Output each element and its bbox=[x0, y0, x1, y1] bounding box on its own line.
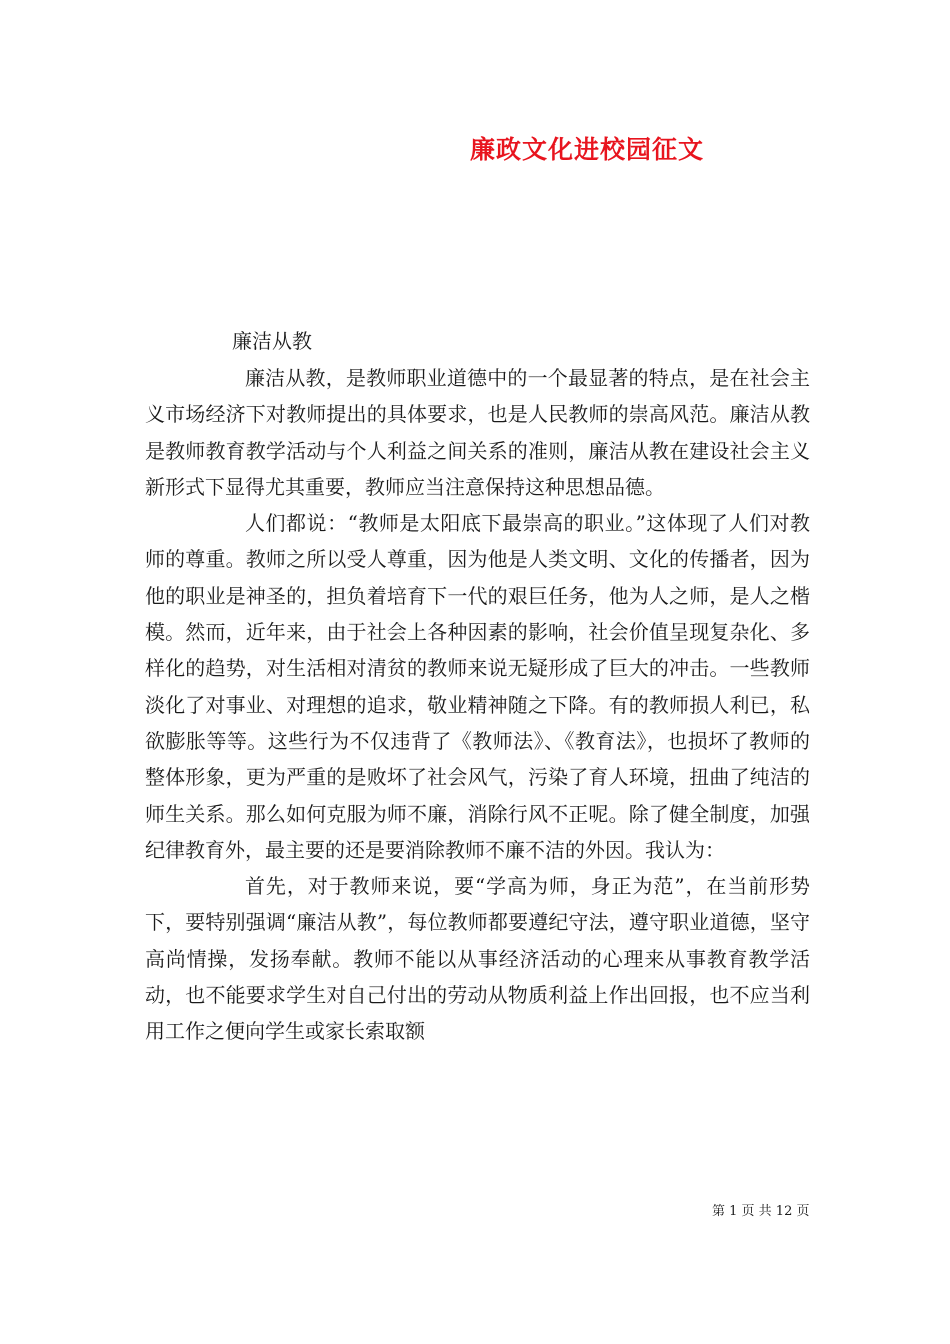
article-body bbox=[145, 360, 810, 1050]
paragraph-1: 廉洁从教，是教师职业道德中的一个最显著的特点，是在社会主义市场经济下对教师提出的具体要求，也是人民教师的崇高风范。廉洁从教是教师教育教学活动与个人利益之间关系的准则，廉洁从教在建设社会主义新形式下显得尤其重要，教师应当注意保持这种思想品德。 bbox=[145, 366, 810, 499]
page-title: 廉政文化进校园征文 bbox=[470, 135, 705, 164]
page-number-footer: 第 1 页 共 12 页 bbox=[712, 1204, 810, 1219]
paragraph-2: 人们都说：“教师是太阳底下最崇高的职业。”这体现了人们对教师的尊重。教师之所以受人尊重，因为他是人类文明、文化的传播者，因为他的职业是神圣的，担负着培育下一代的艰巨任务，他为人之师，是人之楷模。然而，近年来，由于社会上各种因素的影响，社会价值呈现复杂化、多样化的趋势，对生活相对清贫的教师来说无疑形成了巨大的冲击。一些教师淡化了对事业、对理想的追求，敬业精神随之下降。有的教师损人利已，私欲膨胀等等。这些行为不仅违背了《教师法》、《教育法》，也损坏了教师的整体形象，更为严重的是败坏了社会风气，污染了育人环境，扭曲了纯洁的师生关系。那么如何克服为师不廉，消除行风不正呢。除了健全制度，加强纪律教育外，最主要的还是要消除教师不廉不洁的外因。我认为： bbox=[145, 511, 810, 862]
paragraph-3: 首先，对于教师来说，要“学高为师，身正为范”，在当前形势下，要特别强调“廉洁从教”，每位教师都要遵纪守法，遵守职业道德，坚守高尚情操，发扬奉献。教师不能以从事经济活动的心理来从事教育教学活动，也不能要求学生对自己付出的劳动从物质利益上作出回报，也不应当利用工作之便向学生或家长索取额 bbox=[145, 874, 810, 1044]
article-subtitle: 廉洁从教 bbox=[232, 329, 312, 353]
